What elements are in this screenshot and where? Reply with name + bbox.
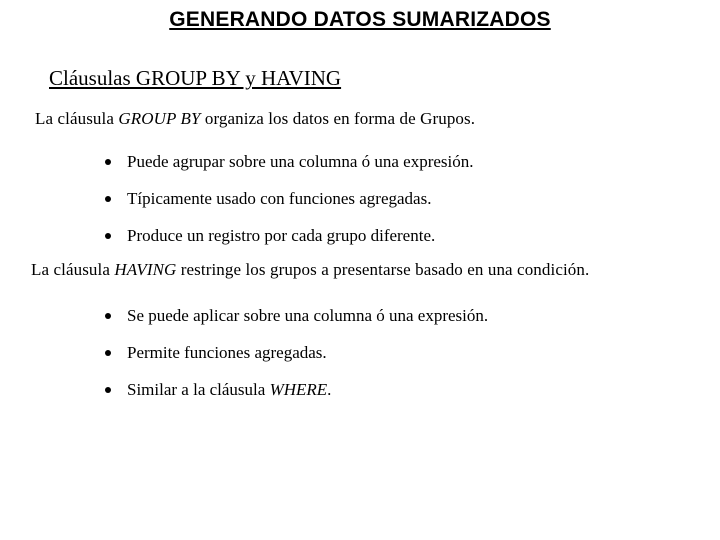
bullet-icon xyxy=(105,233,111,239)
where-bullet-before: Similar a la cláusula xyxy=(127,380,270,399)
having-paragraph-before: La cláusula xyxy=(31,260,115,279)
list-item-text: Puede agrupar sobre una columna ó una expresión. xyxy=(127,152,474,171)
where-bullet-after: . xyxy=(327,380,332,399)
list-item-text: Permite funciones agregadas. xyxy=(127,343,327,362)
bullet-icon xyxy=(105,196,111,202)
group-by-paragraph-after: organiza los datos en forma de Grupos. xyxy=(200,109,476,128)
having-keyword: HAVING xyxy=(114,260,177,279)
group-by-paragraph-before: La cláusula xyxy=(35,109,119,128)
group-by-keyword: GROUP BY xyxy=(118,109,201,128)
bullet-icon xyxy=(105,159,111,165)
list-item-text xyxy=(127,380,331,400)
section-subtitle: Cláusulas GROUP BY y HAVING xyxy=(49,66,342,90)
bullet-icon xyxy=(105,313,111,319)
list-item-text: Produce un registro por cada grupo diferente. xyxy=(127,226,436,245)
having-paragraph xyxy=(31,260,589,280)
list-item-text: Se puede aplicar sobre una columna ó una expresión. xyxy=(127,306,489,325)
bullet-icon xyxy=(105,387,111,393)
bullet-icon xyxy=(105,350,111,356)
having-paragraph-after: restringe los grupos a presentarse basado en una condición. xyxy=(176,260,590,279)
page-title: GENERANDO DATOS SUMARIZADOS xyxy=(169,8,551,31)
where-keyword: WHERE xyxy=(269,380,328,399)
list-item-text: Típicamente usado con funciones agregadas. xyxy=(127,189,432,208)
group-by-paragraph xyxy=(35,109,475,129)
